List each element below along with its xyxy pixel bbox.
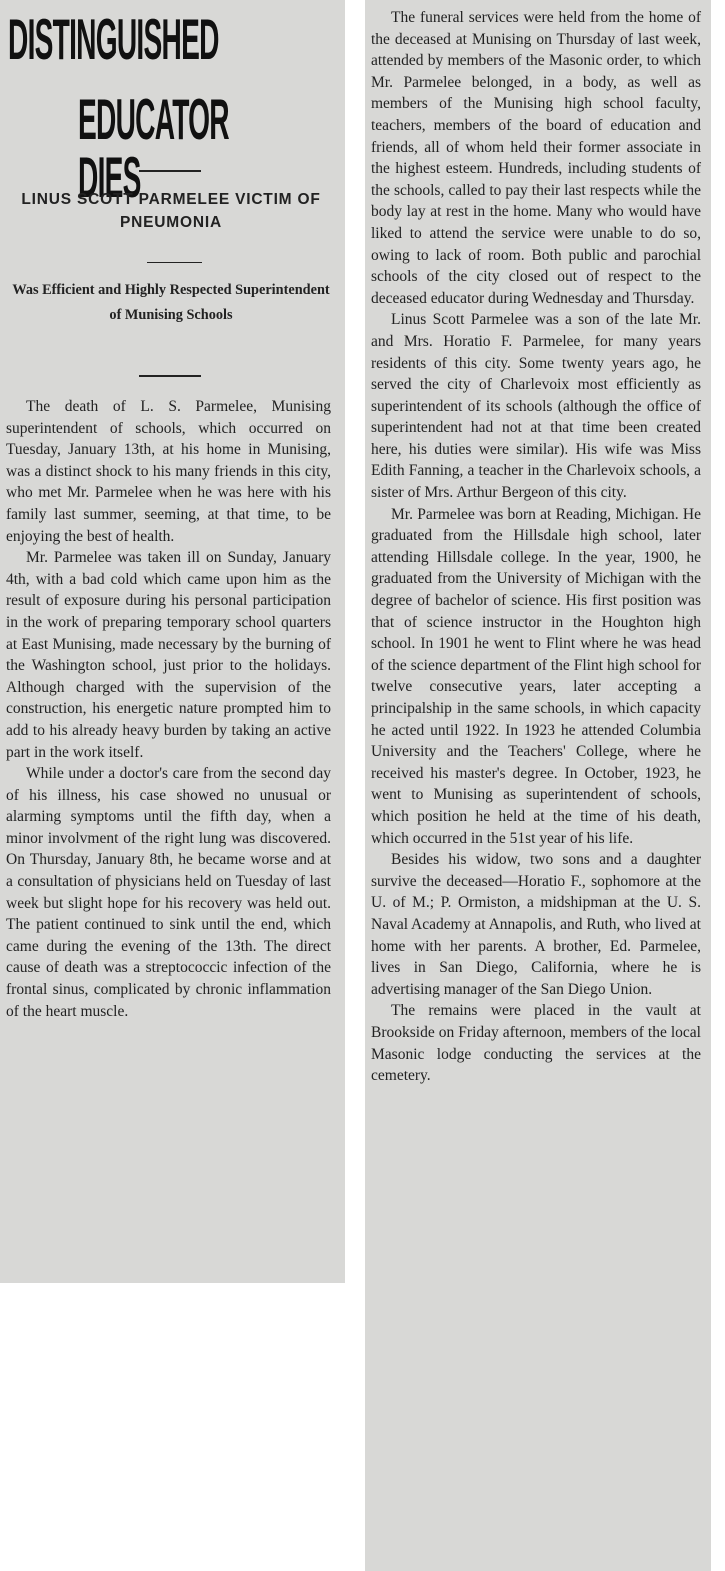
paragraph: The death of L. S. Parmelee, Munising superintendent of schools, which occurred on Tuesday, January 13th, at his home in Munising, was a distinct shock to his many friends in this city, who met Mr. Parmelee when he was here with his family last summer, seeming, at that time, to be enjoying the best of health. xyxy=(6,398,331,545)
divider-rule xyxy=(139,170,201,172)
right-column xyxy=(365,0,711,1571)
divider-rule xyxy=(139,375,201,377)
headline-line-2: EDUCATOR DIES xyxy=(78,88,229,211)
paragraph: While under a doctor's care from the second day of his illness, his case showed no unusual or alarming symptoms until the fifth day, when a minor involvment of the right lung was discovered. On Thursday, January 8th, he became worse and at a consultation of physicians held on Tuesday of last week but slight hope for his recovery was held out. The patient continued to sink until the end, which came during the evening of the 13th. The direct cause of death was a streptococcic infection of the frontal sinus, complicated by chronic inflammation of the heart muscle. xyxy=(6,765,331,1020)
paragraph: Mr. Parmelee was taken ill on Sunday, January 4th, with a bad cold which came upon him as the result of exposure during his personal participation in the work of preparing temporary school quarters at East Munising, made necessary by the burning of the Washington school, just prior to the holidays. Although charged with the supervision of the construction, his energetic nature prompted him to add to his already heavy burden by taking an active part in the work itself. xyxy=(6,549,331,761)
article-body-right xyxy=(371,7,701,1087)
paragraph: Linus Scott Parmelee was a son of the late Mr. and Mrs. Horatio F. Parmelee, for many years residents of this city. Some twenty years ago, he served the city of Charlevoix most efficiently as superintendent of its schools (although the office of superintendent had not at that time been created here, his duties were similar). His wife was Miss Edith Fanning, a teacher in the Charlevoix schools, a sister of Mrs. Arthur Bergeon of this city. xyxy=(371,311,701,502)
paragraph: The funeral services were held from the home of the deceased at Munising on Thursday of last week, attended by members of the Masonic order, to which Mr. Parmelee belonged, in a body, as well as members of the Munising high school faculty, teachers, members of the board of education and friends, all of whom held their former associate in the highest esteem. Hundreds, including students of the schools, called to pay their last respects while the body lay at rest in the home. Many who would have liked to attend the service were unable to do so, owing to lack of room. Both public and parochial schools of the city closed out of respect to the deceased educator during Wednesday and Thursday. xyxy=(371,9,701,307)
paragraph: Mr. Parmelee was born at Reading, Michigan. He graduated from the Hillsdale high school, later attending Hillsdale college. In the year, 1900, he graduated from the University of Michigan with the degree of bachelor of science. His first position was that of science instructor in the Houghton high school. In 1901 he went to Flint where he was head of the science department of the Flint high school for twelve consecutive years, later accepting a principalship in the same schools, in which capacity he acted until 1922. In 1923 he attended Columbia University and the Teachers' College, where he received his master's degree. In October, 1923, he went to Munising as superintendent of schools, which position he held at the time of his death, which occurred in the 51st year of his life. xyxy=(371,505,701,847)
left-column xyxy=(0,0,345,1283)
paragraph: The remains were placed in the vault at Brookside on Friday afternoon, members of the local Masonic lodge conducting the services at the cemetery. xyxy=(371,1002,701,1085)
headline-line-1: DISTINGUISHED xyxy=(8,8,219,73)
subheadline: LINUS SCOTT PARMELEE VICTIM OF PNEUMONIA xyxy=(21,191,321,231)
article-body-left xyxy=(6,396,331,1022)
paragraph: Besides his widow, two sons and a daughter survive the deceased—Horatio F., sophomore at the U. of M.; P. Ormiston, a midshipman at the U. S. Naval Academy at Annapolis, and Ruth, who lived at home with her parents. A brother, Ed. Parmelee, lives in San Diego, California, where he is advertising manager of the San Diego Union. xyxy=(371,851,701,998)
divider-rule xyxy=(147,262,202,263)
deck-subheadline: Was Efficient and Highly Respected Superintendent of Munising Schools xyxy=(12,282,330,323)
